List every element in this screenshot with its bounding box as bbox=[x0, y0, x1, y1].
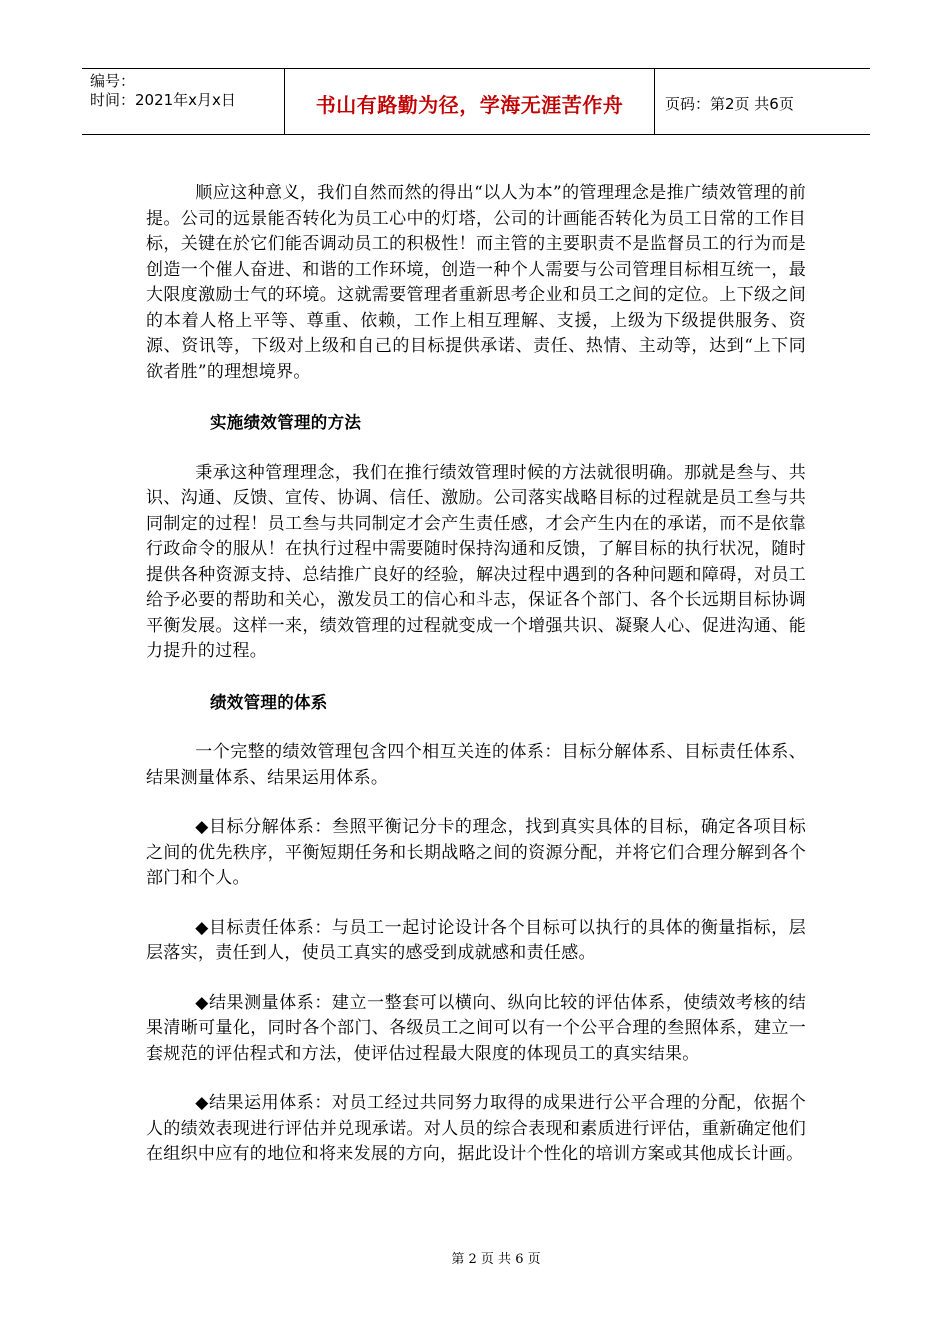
page-footer: 第 2 页 共 6 页 bbox=[451, 1252, 541, 1267]
paragraph-goal-decomposition: ◆目标分解体系：叁照平衡记分卡的理念，找到真实具体的目标，确定各项目标之间的优先秩序，平衡短期任务和长期战略之间的资源分配，并将它们合理分解到各个部门和个人。 bbox=[146, 817, 806, 888]
paragraph-result-measurement: ◆结果测量体系：建立一整套可以横向、纵向比较的评估体系，使绩效考核的结果清晰可量化，同时各个部门、各级员工之间可以有一个公平合理的叁照体系，建立一套规范的评估程式和方法，使评估过程最大限度的体现员工的真实结果。 bbox=[146, 992, 806, 1064]
section-heading-system: 绩效管理的体系 bbox=[210, 692, 328, 712]
section-heading-methods: 实施绩效管理的方法 bbox=[210, 413, 362, 432]
paragraph-system-intro: 一个完整的绩效管理包含四个相互关连的体系：目标分解体系、目标责任体系、结果测量体系、结果运用体系。 bbox=[146, 742, 806, 788]
document-number-label: 编号： bbox=[90, 72, 136, 90]
header-page-code-cell bbox=[655, 69, 870, 134]
document-body bbox=[146, 181, 806, 1168]
paragraph-goal-responsibility: ◆目标责任体系：与员工一起讨论设计各个目标可以执行的具体的衡量指标，层层落实，责任到人，使员工真实的感受到成就感和责任感。 bbox=[146, 917, 806, 963]
paragraph-result-application: ◆结果运用体系：对员工经过共同努力取得的成果进行公平合理的分配，依据个人的绩效表现进行评估并兑现承诺。对人员的综合表现和素质进行评估，重新确定他们在组织中应有的地位和将来发展的方向，据此设计个性化的培训方案或其他成长计画。 bbox=[146, 1093, 806, 1164]
header-motto-cell bbox=[285, 69, 655, 134]
paragraph-people-oriented: 顺应这种意义，我们自然而然的得出“以人为本”的管理理念是推广绩效管理的前提。公司的远景能否转化为员工心中的灯塔，公司的计画能否转化为员工日常的工作目标，关键在於它们能否调动员工的积极性！而主管的主要职责不是监督员工的行为而是创造一个催人奋进、和谐的工作环境，创造一种个人需要与公司管理目标相互统一，最大限度激励士气的环境。这就需要管理者重新思考企业和员工之间的定位。上下级之间的本着人格上平等、尊重、依赖，工作上相互理解、支援，上级为下级提供服务、资源、资讯等，下级对上级和自己的目标提供承诺、责任、热情、主动等，达到“上下同欲者胜”的理想境界。 bbox=[146, 183, 806, 382]
page-header bbox=[82, 68, 870, 135]
document-date: 时间：2021年x月x日 bbox=[90, 91, 236, 109]
paragraph-methods: 秉承这种管理理念，我们在推行绩效管理时候的方法就很明确。那就是叁与、共识、沟通、反馈、宣传、协调、信任、激励。公司落实战略目标的过程就是员工叁与共同制定的过程！员工叁与共同制定才会产生责任感，才会产生内在的承诺，而不是依靠行政命令的服从！在执行过程中需要随时保持沟通和反馈，了解目标的执行状况，随时提供各种资源支持、总结推广良好的经验，解决过程中遇到的各种问题和障碍，对员工给予必要的帮助和关心，激发员工的信心和斗志，保证各个部门、各个长远期目标协调平衡发展。这样一来，绩效管理的过程就变成一个增强共识、凝聚人心、促进沟通、能力提升的过程。 bbox=[146, 462, 806, 661]
header-page-code: 页码：第2页 共6页 bbox=[665, 95, 794, 113]
header-motto: 书山有路勤为径，学海无涯苦作舟 bbox=[315, 93, 624, 117]
header-meta bbox=[82, 69, 285, 134]
